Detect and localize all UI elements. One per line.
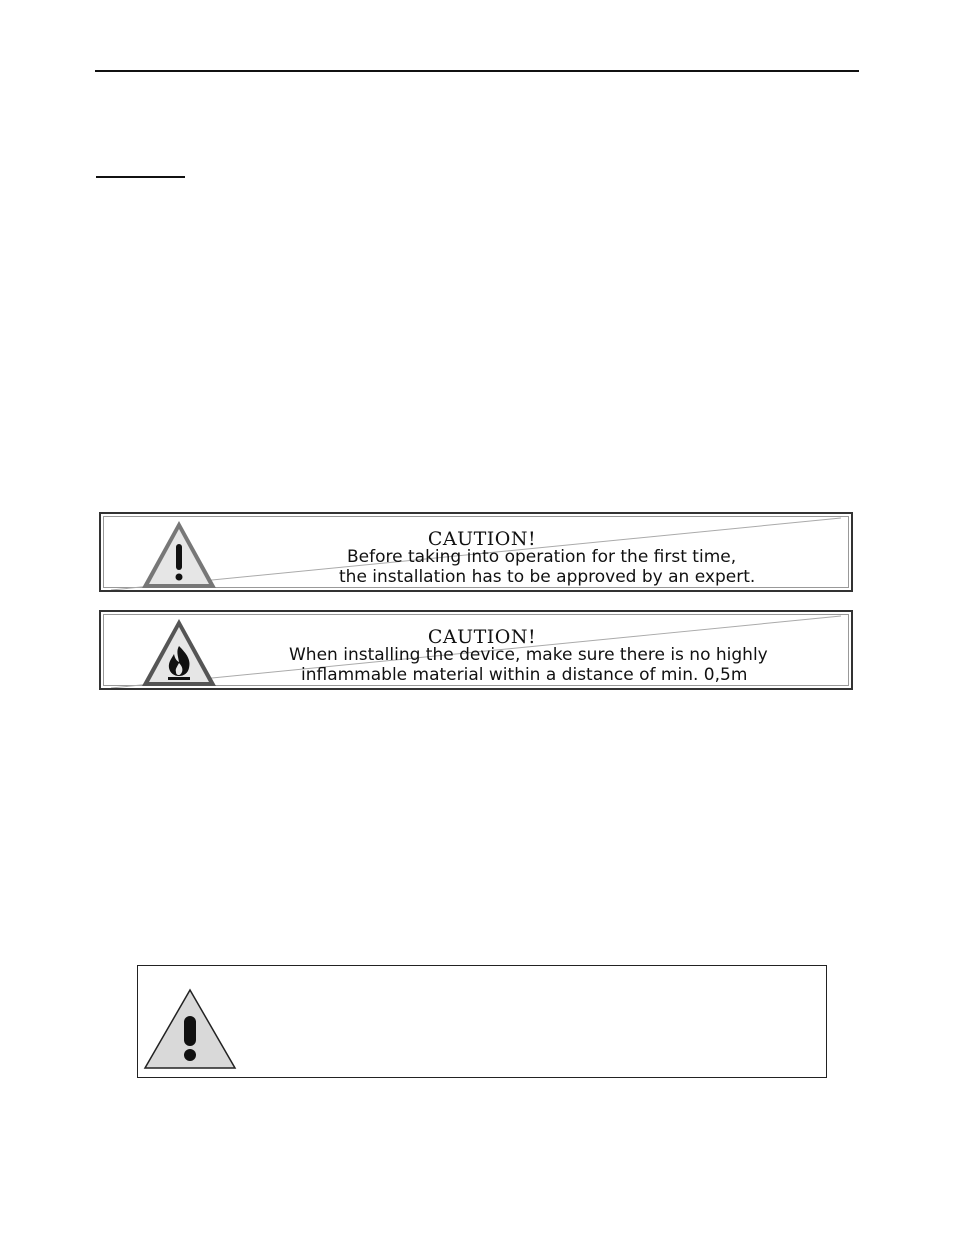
caution-text-line-1: Before taking into operation for the first time, xyxy=(347,547,737,567)
caution-box-expert-approval xyxy=(99,512,853,592)
caution-box-flammable-material xyxy=(99,610,853,690)
caution-text-line-1: When installing the device, make sure there is no highly xyxy=(289,645,768,665)
exclamation-triangle-icon xyxy=(143,988,237,1070)
caution-title: CAUTION! xyxy=(427,626,537,648)
caution-text-line-2: the installation has to be approved by an expert. xyxy=(339,567,756,587)
section-heading-underline xyxy=(96,176,185,178)
caution-text-line-2: inflammable material within a distance of min. 0,5m xyxy=(301,665,748,685)
warning-note-box xyxy=(137,965,827,1078)
header-rule xyxy=(95,70,859,72)
caution-title: CAUTION! xyxy=(427,528,537,550)
